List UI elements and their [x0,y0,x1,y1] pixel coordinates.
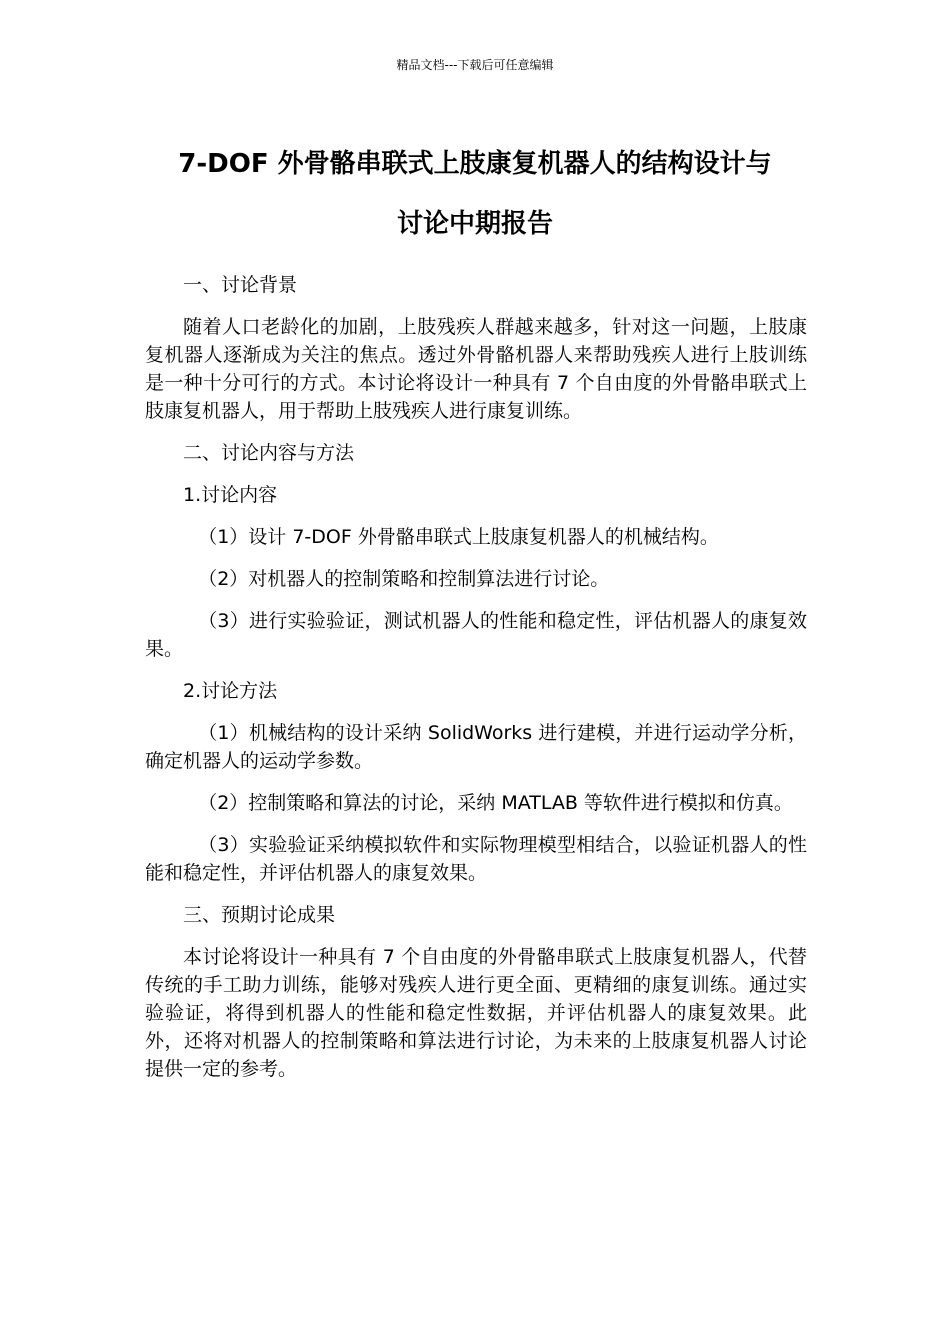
title-line-2: 讨论中期报告 [396,209,553,239]
section-2-subheading-method: 2.讨论方法 [183,680,278,702]
section-2-subheading-content: 1.讨论内容 [183,484,278,506]
method-item-1: （1）机械结构的设计采纳 SolidWorks 进行建模，并进行运动学分析，确定机器人的运动学参数。 [145,722,807,772]
section-1-heading: 一、讨论背景 [183,274,298,296]
method-item-2: （2）控制策略和算法的讨论，采纳 MATLAB 等软件进行模拟和仿真。 [198,792,793,814]
title-line-1: 7-DOF 外骨骼串联式上肢康复机器人的结构设计与 [178,149,772,179]
section-1-paragraph: 随着人口老龄化的加剧，上肢残疾人群越来越多，针对这一问题，上肢康复机器人逐渐成为关注的焦点。透过外骨骼机器人来帮助残疾人进行上肢训练是一种十分可行的方式。本讨论将设计一种具有 7 个自由度的外骨骼串联式上肢康复机器人，用于帮助上肢残疾人进行康复训练。 [145,316,807,422]
section-3-heading: 三、预期讨论成果 [183,904,336,926]
document-title [145,134,805,254]
page-header: 精品文档---下载后可任意编辑 [396,58,554,72]
section-2-heading: 二、讨论内容与方法 [183,442,355,464]
section-3-paragraph: 本讨论将设计一种具有 7 个自由度的外骨骼串联式上肢康复机器人，代替传统的手工助力训练，能够对残疾人进行更全面、更精细的康复训练。通过实验验证，将得到机器人的性能和稳定性数据，并评估机器人的康复效果。此外，还将对机器人的控制策略和算法进行讨论，为未来的上肢康复机器人讨论提供一定的参考。 [145,946,807,1080]
document-body [145,271,807,1083]
content-item-3: （3）进行实验验证，测试机器人的性能和稳定性，评估机器人的康复效果。 [145,610,807,660]
content-item-1: （1）设计 7-DOF 外骨骼串联式上肢康复机器人的机械结构。 [198,526,719,548]
content-item-2: （2）对机器人的控制策略和控制算法进行讨论。 [198,568,610,590]
method-item-3: （3）实验验证采纳模拟软件和实际物理模型相结合，以验证机器人的性能和稳定性，并评估机器人的康复效果。 [145,834,807,884]
